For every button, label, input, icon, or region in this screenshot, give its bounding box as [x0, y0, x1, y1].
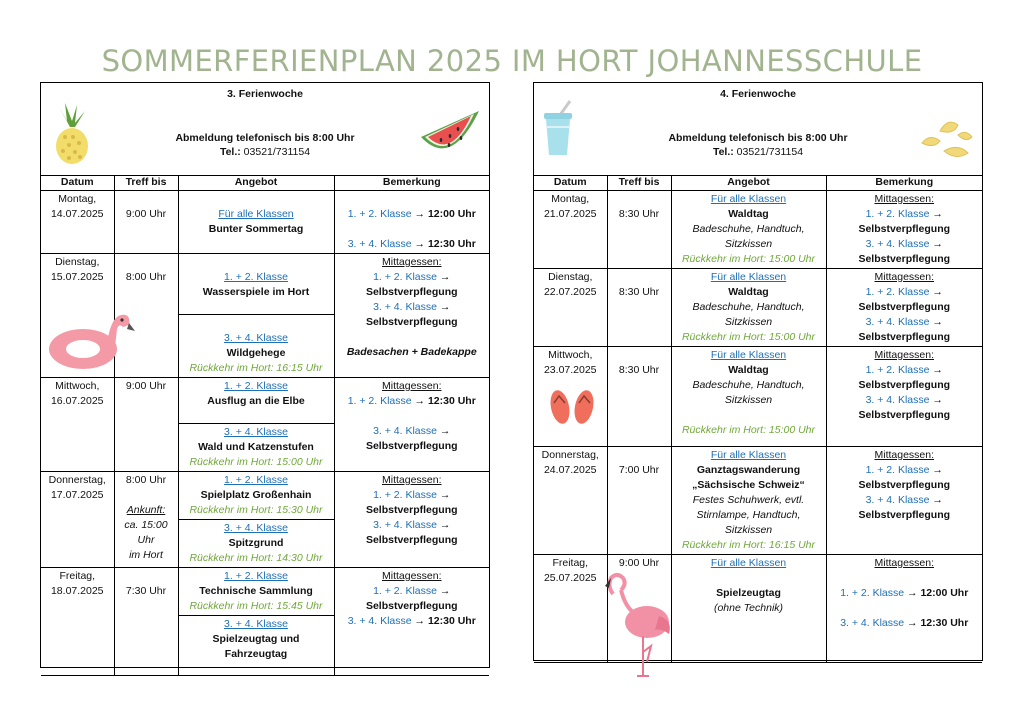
tel-label: Tel.: [712, 146, 734, 158]
date-cell [534, 191, 607, 269]
bring-items: Festes Schuhwerk, evtl. [692, 494, 805, 506]
table-row [534, 347, 982, 447]
mittagessen-label: Mittagessen: [381, 474, 442, 486]
bemerkung-cell [334, 191, 489, 254]
angebot-cell [178, 424, 334, 472]
bemerkung-cell [826, 269, 982, 347]
bring-items: Badeschuhe, Handtuch, [692, 223, 805, 235]
treff-time: 8:00 Uhr [125, 271, 167, 283]
treff-time: 7:00 Uhr [618, 464, 660, 476]
date-label: 21.07.2025 [543, 208, 597, 220]
mittagessen-label: Mittagessen: [874, 557, 935, 569]
selbstverpflegung-label: Selbstverpflegung [858, 223, 951, 235]
date-label: 18.07.2025 [50, 585, 104, 597]
table-header-row [534, 175, 982, 191]
return-time: Rückkehr im Hort: 16:15 Uhr [189, 362, 323, 374]
activity-note: (ohne Technik) [713, 602, 784, 614]
class-label: 3. + 4. Klasse [865, 494, 930, 506]
bemerkung-cell [826, 447, 982, 555]
selbstverpflegung-label: Selbstverpflegung [858, 409, 951, 421]
date-label: 23.07.2025 [543, 364, 597, 376]
week-3-card [40, 82, 490, 668]
flamingo-icon [603, 572, 675, 684]
table-row [534, 269, 982, 347]
pickup-time: 12:00 Uhr [920, 587, 969, 599]
treff-time: 8:30 Uhr [618, 364, 660, 376]
selbstverpflegung-label: Selbstverpflegung [858, 379, 951, 391]
class-label: 3. + 4. Klasse [865, 394, 930, 406]
selbstverpflegung-label: Selbstverpflegung [365, 316, 458, 328]
pickup-time: 12:00 Uhr [427, 208, 476, 220]
day-label: Montag, [551, 193, 590, 205]
angebot-cell [671, 555, 826, 663]
arrival-place: im Hort [129, 549, 163, 561]
activity-title: Wildgehege [226, 347, 286, 359]
arrow-icon: → [932, 364, 943, 376]
table-row [41, 472, 489, 520]
arrival-unit: Uhr [137, 534, 155, 546]
arrow-icon: → [932, 494, 943, 506]
arrow-icon: → [414, 208, 426, 220]
class-label: 3. + 4. Klasse [865, 238, 930, 250]
date-cell [41, 378, 114, 472]
activity-title: Spielplatz Großenhain [200, 489, 312, 501]
treff-cell [607, 191, 671, 269]
bemerkung-cell [826, 347, 982, 447]
bemerkung-cell [826, 191, 982, 269]
bemerkung-cell [334, 378, 489, 472]
angebot-cell [178, 378, 334, 424]
class-link[interactable]: 1. + 2. Klasse [224, 474, 288, 486]
class-link[interactable]: 1. + 2. Klasse [224, 380, 288, 392]
angebot-cell [178, 315, 334, 378]
class-label: 3. + 4. Klasse [865, 316, 930, 328]
header-datum: Datum [41, 175, 114, 191]
treff-time: 8:30 Uhr [618, 286, 660, 298]
date-label: 17.07.2025 [50, 489, 104, 501]
class-label: 1. + 2. Klasse [840, 587, 905, 599]
return-time: Rückkehr im Hort: 15:00 Uhr [681, 253, 816, 265]
pickup-time: 12:30 Uhr [427, 238, 476, 250]
activity-title: Ausflug an die Elbe [207, 395, 305, 407]
flamingo-float-icon [45, 309, 137, 373]
header-angebot: Angebot [671, 175, 826, 191]
arrow-icon: → [439, 519, 451, 531]
date-cell [41, 568, 114, 676]
selbstverpflegung-label: Selbstverpflegung [858, 479, 951, 491]
treff-time: 9:00 Uhr [125, 380, 167, 392]
treff-cell [114, 378, 178, 472]
bemerkung-cell [334, 568, 489, 676]
return-time: Rückkehr im Hort: 15:45 Uhr [189, 600, 323, 612]
bring-items: Sitzkissen [724, 238, 773, 250]
table-row [534, 555, 982, 663]
date-label: 14.07.2025 [50, 208, 104, 220]
pickup-time: 12:30 Uhr [427, 395, 476, 407]
header-treff: Treff bis [607, 175, 671, 191]
class-link[interactable]: 3. + 4. Klasse [224, 332, 288, 344]
tel-number[interactable]: 03521/731154 [243, 146, 311, 158]
arrow-icon: → [932, 208, 943, 220]
bring-items: Sitzkissen [724, 394, 773, 406]
activity-title: Technische Sammlung [199, 585, 313, 597]
week-4-table [534, 175, 982, 663]
bemerkung-cell [826, 555, 982, 663]
class-label: 3. + 4. Klasse [373, 301, 437, 313]
class-link[interactable]: Für alle Klassen [710, 557, 787, 569]
return-time: Rückkehr im Hort: 15:30 Uhr [189, 504, 323, 516]
day-label: Montag, [58, 193, 97, 205]
arrow-icon: → [932, 316, 943, 328]
return-time: Rückkehr im Hort: 14:30 Uhr [189, 552, 323, 564]
angebot-cell [178, 616, 334, 676]
class-label: 1. + 2. Klasse [373, 271, 437, 283]
arrow-icon: → [907, 617, 918, 629]
return-time: Rückkehr im Hort: 15:00 Uhr [189, 456, 323, 468]
date-cell [534, 269, 607, 347]
treff-cell [114, 568, 178, 676]
pickup-time: 12:30 Uhr [920, 617, 969, 629]
mittagessen-label: Mittagessen: [874, 271, 935, 283]
activity-title: Wasserspiele im Hort [202, 286, 310, 298]
class-label: 1. + 2. Klasse [865, 208, 930, 220]
pineapple-icon [45, 101, 95, 165]
treff-cell [607, 269, 671, 347]
bring-note: Badesachen + Badekappe [346, 346, 477, 358]
table-row [534, 447, 982, 555]
header-angebot: Angebot [178, 175, 334, 191]
tel-number[interactable]: 03521/731154 [736, 146, 804, 158]
date-label: 22.07.2025 [543, 286, 597, 298]
class-link[interactable]: Für alle Klassen [218, 208, 294, 220]
arrow-icon: → [932, 286, 943, 298]
angebot-cell [671, 191, 826, 269]
arrow-icon: → [414, 395, 426, 407]
bring-items: Sitzkissen [724, 524, 773, 536]
arrival-label: Ankunft: [126, 504, 166, 516]
class-label: 1. + 2. Klasse [347, 208, 412, 220]
return-time: Rückkehr im Hort: 15:00 Uhr [681, 424, 816, 436]
arrow-icon: → [439, 301, 451, 313]
class-label: 1. + 2. Klasse [347, 395, 412, 407]
treff-time: 8:00 Uhr [125, 474, 167, 486]
bring-items: Badeschuhe, Handtuch, [692, 379, 805, 391]
week-3-table [41, 175, 489, 676]
activity-title: Ganztagswanderung [696, 464, 801, 476]
table-row [41, 568, 489, 616]
treff-cell [114, 191, 178, 254]
arrow-icon: → [932, 464, 943, 476]
class-label: 3. + 4. Klasse [347, 238, 412, 250]
angebot-cell [671, 269, 826, 347]
mittagessen-label: Mittagessen: [381, 256, 442, 268]
class-link[interactable]: Für alle Klassen [710, 271, 787, 283]
class-label: 3. + 4. Klasse [373, 425, 437, 437]
class-label: 1. + 2. Klasse [865, 364, 930, 376]
angebot-cell [178, 520, 334, 568]
arrival-time: ca. 15:00 [124, 519, 168, 531]
date-cell [534, 555, 607, 663]
day-label: Dienstag, [548, 271, 593, 283]
treff-cell [114, 472, 178, 568]
seashells-icon [918, 117, 976, 165]
arrow-icon: → [439, 425, 451, 437]
table-row [41, 191, 489, 254]
treff-time: 7:30 Uhr [125, 585, 167, 597]
activity-title: Fahrzeugtag [224, 648, 288, 660]
treff-cell [607, 347, 671, 447]
class-link[interactable]: Für alle Klassen [710, 449, 787, 461]
flip-flops-icon [546, 387, 600, 427]
activity-title: Spitzgrund [228, 537, 284, 549]
angebot-cell [178, 191, 334, 254]
week-4-card [533, 82, 983, 661]
arrow-icon: → [932, 394, 943, 406]
selbstverpflegung-label: Selbstverpflegung [365, 600, 458, 612]
header-bemerkung: Bemerkung [334, 175, 489, 191]
date-cell [41, 472, 114, 568]
return-time: Rückkehr im Hort: 15:00 Uhr [681, 331, 816, 343]
bemerkung-cell [334, 472, 489, 568]
date-label: 25.07.2025 [543, 572, 597, 584]
day-label: Freitag, [552, 557, 589, 569]
day-label: Dienstag, [55, 256, 100, 268]
abmeldung-text: Abmeldung telefonisch bis 8:00 Uhr [668, 132, 848, 144]
week-4-header [534, 83, 982, 176]
abmeldung-text: Abmeldung telefonisch bis 8:00 Uhr [175, 132, 355, 144]
day-label: Mittwoch, [55, 380, 100, 392]
class-label: 1. + 2. Klasse [865, 286, 930, 298]
treff-cell [607, 447, 671, 555]
class-link[interactable]: 3. + 4. Klasse [224, 618, 288, 630]
header-datum: Datum [534, 175, 607, 191]
bring-items: Sitzkissen [724, 316, 773, 328]
activity-title: Waldtag [728, 208, 769, 220]
arrow-icon: → [907, 587, 918, 599]
week-4-title: 4. Ferienwoche [720, 88, 796, 100]
arrow-icon: → [439, 585, 451, 597]
mittagessen-label: Mittagessen: [874, 193, 935, 205]
arrow-icon: → [414, 238, 426, 250]
selbstverpflegung-label: Selbstverpflegung [365, 534, 458, 546]
angebot-cell [671, 347, 826, 447]
arrow-icon: → [414, 615, 426, 627]
return-time: Rückkehr im Hort: 16:15 Uhr [681, 539, 816, 551]
mittagessen-label: Mittagessen: [381, 570, 442, 582]
page-title: SOMMERFERIENPLAN 2025 IM HORT JOHANNESSCHULE [101, 44, 923, 78]
mittagessen-label: Mittagessen: [874, 349, 935, 361]
class-link[interactable]: 3. + 4. Klasse [224, 522, 288, 534]
class-label: 3. + 4. Klasse [840, 617, 905, 629]
angebot-cell [178, 254, 334, 315]
selbstverpflegung-label: Selbstverpflegung [365, 286, 458, 298]
bemerkung-cell [334, 254, 489, 378]
day-label: Donnerstag, [541, 449, 599, 461]
header-treff: Treff bis [114, 175, 178, 191]
date-label: 24.07.2025 [543, 464, 597, 476]
activity-title: Spielzeugtag [716, 587, 781, 599]
pickup-time: 12:30 Uhr [427, 615, 476, 627]
activity-title: Waldtag [728, 286, 769, 298]
arrow-icon: → [439, 489, 451, 501]
date-label: 15.07.2025 [50, 271, 104, 283]
bring-items: Stirnlampe, Handtuch, [696, 509, 801, 521]
class-label: 1. + 2. Klasse [373, 585, 437, 597]
day-label: Mittwoch, [548, 349, 593, 361]
week-3-title: 3. Ferienwoche [227, 88, 303, 100]
watermelon-icon [417, 107, 481, 157]
class-link[interactable]: Für alle Klassen [710, 193, 787, 205]
class-link[interactable]: Für alle Klassen [710, 349, 787, 361]
date-cell [41, 191, 114, 254]
arrow-icon: → [439, 271, 451, 283]
selbstverpflegung-label: Selbstverpflegung [858, 331, 951, 343]
date-label: 16.07.2025 [50, 395, 104, 407]
activity-title: Waldtag [728, 364, 769, 376]
tel-label: Tel.: [219, 146, 241, 158]
drink-cup-icon [540, 99, 576, 159]
treff-time: 8:30 Uhr [618, 208, 660, 220]
header-bemerkung: Bemerkung [826, 175, 982, 191]
selbstverpflegung-label: Selbstverpflegung [365, 504, 458, 516]
week-4-contact [534, 131, 982, 159]
class-label: 3. + 4. Klasse [347, 615, 412, 627]
mittagessen-label: Mittagessen: [381, 380, 442, 392]
selbstverpflegung-label: Selbstverpflegung [858, 509, 951, 521]
class-label: 1. + 2. Klasse [865, 464, 930, 476]
table-row [41, 378, 489, 424]
activity-title: Wald und Katzenstufen [198, 441, 314, 453]
table-row [534, 191, 982, 269]
treff-time: 9:00 Uhr [618, 557, 660, 569]
bring-items: Badeschuhe, Handtuch, [692, 301, 805, 313]
week-3-header [41, 83, 489, 176]
selbstverpflegung-label: Selbstverpflegung [858, 301, 951, 313]
class-label: 1. + 2. Klasse [373, 489, 437, 501]
class-link[interactable]: 3. + 4. Klasse [224, 426, 288, 438]
angebot-cell [178, 472, 334, 520]
table-row [41, 254, 489, 315]
class-link[interactable]: 1. + 2. Klasse [224, 271, 288, 283]
angebot-cell [671, 447, 826, 555]
activity-subtitle: „Sächsische Schweiz“ [692, 479, 805, 491]
day-label: Freitag, [59, 570, 96, 582]
angebot-cell [178, 568, 334, 616]
selbstverpflegung-label: Selbstverpflegung [365, 440, 458, 452]
activity-title: Bunter Sommertag [208, 223, 304, 235]
class-link[interactable]: 1. + 2. Klasse [224, 570, 288, 582]
activity-title: Spielzeugtag und [212, 633, 300, 645]
selbstverpflegung-label: Selbstverpflegung [858, 253, 951, 265]
table-header-row [41, 175, 489, 191]
treff-time: 9:00 Uhr [125, 208, 167, 220]
day-label: Donnerstag, [48, 474, 106, 486]
class-label: 3. + 4. Klasse [373, 519, 437, 531]
arrow-icon: → [932, 238, 943, 250]
date-cell [534, 447, 607, 555]
mittagessen-label: Mittagessen: [874, 449, 935, 461]
